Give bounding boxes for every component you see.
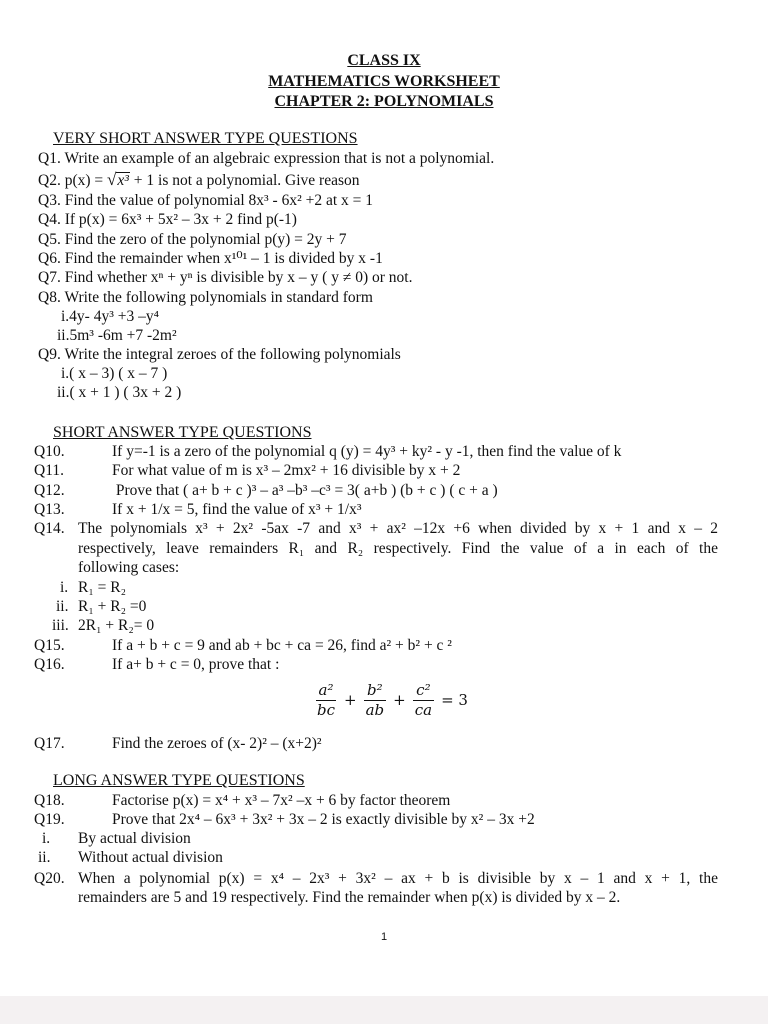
- q8-number: Q8.: [38, 289, 61, 306]
- q1-text: Write an example of an algebraic expression that is not a polynomial.: [64, 150, 495, 167]
- question-7: [38, 269, 412, 287]
- question-4: [38, 211, 297, 229]
- q3-text: Find the value of polynomial 8x³ - 6x² +2 at x = 1: [64, 192, 374, 209]
- question-3: [38, 192, 373, 210]
- q11-number: Q11.: [34, 462, 64, 479]
- question-18: [34, 792, 450, 810]
- q12-text: Prove that ( a+ b + c )³ – a³ –b³ –c³ = 3( a+b ) (b + c ) ( c + a ): [112, 482, 498, 499]
- page-number: 1: [380, 931, 388, 943]
- question-10: [34, 443, 621, 461]
- q19-part-i: By actual division: [78, 830, 191, 847]
- chapter-heading: CHAPTER 2: POLYNOMIALS: [274, 93, 494, 110]
- q10-text: If y=-1 is a zero of the polynomial q (y) = 4y³ + ky² - y -1, then find the value of k: [112, 443, 622, 460]
- q14-line-1: The polynomials x³ + 2x² -5ax -7 and x³ + ax² –12x +6 when divided by x + 1 and x – 2: [78, 520, 718, 537]
- question-11: [34, 462, 460, 480]
- q9-number: Q9.: [38, 346, 61, 363]
- q19-number: Q19.: [34, 811, 65, 828]
- worksheet-heading: MATHEMATICS WORKSHEET: [268, 73, 500, 90]
- question-9: [38, 346, 401, 364]
- q9-part-ii: ii.( x + 1 ) ( 3x + 2 ): [57, 384, 182, 401]
- fraction-c2-ca: [412, 682, 435, 719]
- question-12: [34, 482, 498, 500]
- q14-case-i: R₁ = R₂: [78, 579, 126, 596]
- q20-line-2: remainders are 5 and 19 respectively. Find the remainder when p(x) is divided by x – 2.: [78, 889, 621, 906]
- q2-pre: p(x) =: [64, 172, 108, 189]
- fraction-a2-bc: [314, 682, 338, 719]
- q14-case-ii-number: ii.: [56, 598, 69, 615]
- fraction-3-denominator: ca: [414, 700, 433, 719]
- q14-case-iii: 2R₁ + R₂= 0: [78, 617, 155, 634]
- question-6: [38, 250, 383, 268]
- question-1: [38, 150, 494, 168]
- q14-case-i-number: i.: [60, 579, 69, 596]
- q2-post: + 1 is not a polynomial. Give reason: [129, 172, 360, 189]
- fraction-1-numerator: a²: [316, 682, 337, 701]
- class-heading: CLASS IX: [347, 52, 421, 69]
- equals-three: = 3: [441, 691, 468, 709]
- q15-number: Q15.: [34, 637, 65, 654]
- q14-line-3: following cases:: [78, 559, 180, 576]
- q19-part-ii: Without actual division: [78, 849, 223, 866]
- q17-text: Find the zeroes of (x- 2)² – (x+2)²: [112, 735, 322, 752]
- fraction-1-denominator: bc: [317, 700, 336, 719]
- q9-text: Write the integral zeroes of the following polynomials: [64, 346, 401, 363]
- section-very-short: VERY SHORT ANSWER TYPE QUESTIONS: [53, 130, 358, 147]
- question-8: [38, 289, 373, 307]
- q4-text: If p(x) = 6x³ + 5x² – 3x + 2 find p(-1): [64, 211, 297, 228]
- section-long: LONG ANSWER TYPE QUESTIONS: [53, 772, 305, 789]
- square-root: √ x³: [107, 170, 129, 189]
- section-short: SHORT ANSWER TYPE QUESTIONS: [53, 424, 312, 441]
- q10-number: Q10.: [34, 443, 65, 460]
- q5-text: Find the zero of the polynomial p(y) = 2y + 7: [64, 231, 347, 248]
- question-19: [34, 811, 535, 829]
- q16-number: Q16.: [34, 656, 65, 673]
- question-17: [34, 735, 322, 753]
- q6-text: Find the remainder when x¹⁰¹ – 1 is divided by x -1: [64, 250, 383, 267]
- q19-text: Prove that 2x⁴ – 6x³ + 3x² + 3x – 2 is exactly divisible by x² – 3x +2: [112, 811, 535, 828]
- plus-sign: +: [344, 691, 357, 709]
- q14-line-2: respectively, leave remainders R₁ and R₂ respectively. Find the value of a in each of the: [78, 540, 718, 557]
- question-2: [38, 172, 360, 190]
- q4-number: Q4.: [38, 211, 61, 228]
- q19-part-ii-number: ii.: [38, 849, 51, 866]
- q8-part-i: i.4y- 4y³ +3 –y⁴: [61, 308, 160, 325]
- q13-text: If x + 1/x = 5, find the value of x³ + 1/x³: [112, 501, 362, 518]
- plus-sign: +: [393, 691, 406, 709]
- q7-text: Find whether xⁿ + yⁿ is divisible by x – y ( y ≠ 0) or not.: [64, 269, 413, 286]
- q1-number: Q1.: [38, 150, 61, 167]
- question-15: [34, 637, 452, 655]
- q20-line-1: When a polynomial p(x) = x⁴ – 2x³ + 3x² – ax + b is divisible by x – 1 and x + 1, the: [78, 870, 718, 887]
- q6-number: Q6.: [38, 250, 61, 267]
- fraction-2-numerator: b²: [364, 682, 386, 701]
- question-13: [34, 501, 361, 519]
- q19-part-i-number: i.: [42, 830, 51, 847]
- q3-number: Q3.: [38, 192, 61, 209]
- q2-radicand: x³: [117, 172, 129, 189]
- fraction-3-numerator: c²: [413, 682, 433, 701]
- q20-number: Q20.: [34, 870, 65, 887]
- q14-number: Q14.: [34, 520, 65, 537]
- q8-text: Write the following polynomials in standard form: [64, 289, 373, 306]
- q8-part-ii: ii.5m³ -6m +7 -2m²: [57, 327, 177, 344]
- q7-number: Q7.: [38, 269, 61, 286]
- q11-text: For what value of m is x³ – 2mx² + 16 divisible by x + 2: [112, 462, 461, 479]
- fraction-2-denominator: ab: [365, 700, 385, 719]
- viewer-footer-band: [0, 996, 768, 1024]
- q14-case-ii: R₁ + R₂ =0: [78, 598, 147, 615]
- q14-case-iii-number: iii.: [52, 617, 69, 634]
- q12-number: Q12.: [34, 482, 65, 499]
- q13-number: Q13.: [34, 501, 65, 518]
- q9-part-i: i.( x – 3) ( x – 7 ): [61, 365, 168, 382]
- q15-text: If a + b + c = 9 and ab + bc + ca = 26, find a² + b² + c ²: [112, 637, 452, 654]
- fraction-b2-ab: [363, 682, 388, 719]
- q18-text: Factorise p(x) = x⁴ + x³ – 7x² –x + 6 by factor theorem: [112, 792, 451, 809]
- q2-number: Q2.: [38, 172, 61, 189]
- q5-number: Q5.: [38, 231, 61, 248]
- question-5: [38, 231, 347, 249]
- q17-number: Q17.: [34, 735, 65, 752]
- q16-identity: [312, 676, 472, 724]
- question-16: [34, 656, 279, 674]
- q16-text: If a+ b + c = 0, prove that :: [112, 656, 280, 673]
- q18-number: Q18.: [34, 792, 65, 809]
